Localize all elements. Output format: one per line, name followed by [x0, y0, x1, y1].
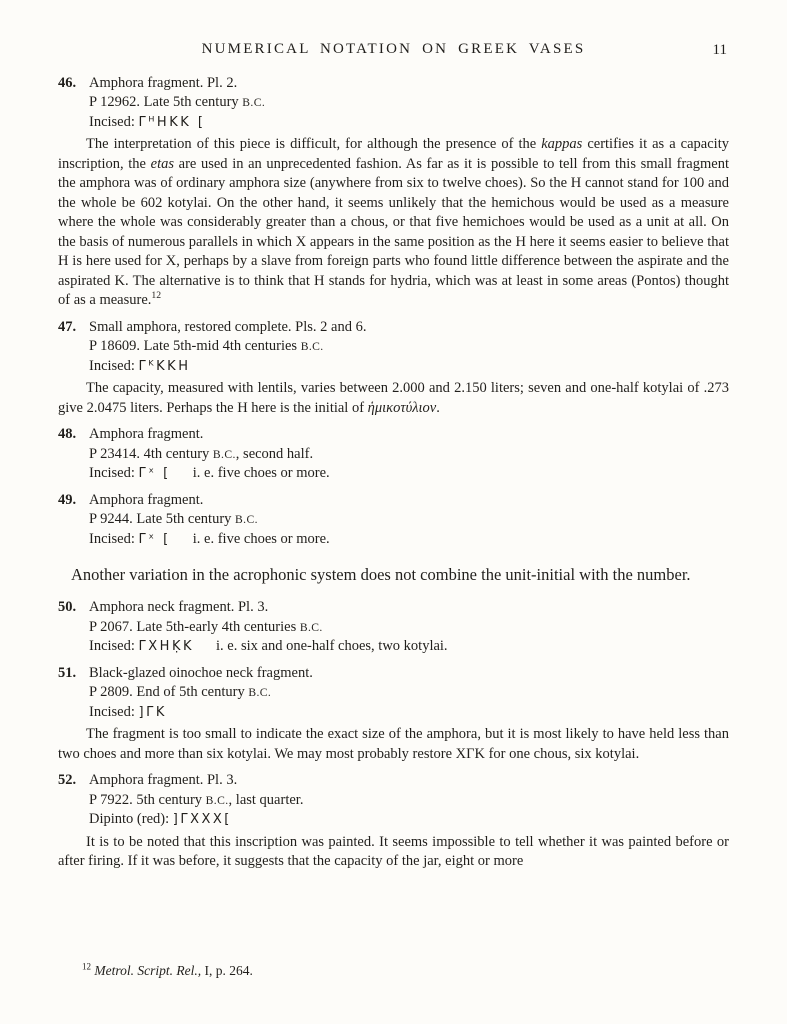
section-note: Another variation in the acrophonic system does not combine the unit-initial with the number. — [71, 565, 691, 584]
inscription-note: i. e. six and one-half choes, two kotylai. — [216, 638, 448, 654]
inscription-text: ΓᴴHKK [ — [138, 114, 206, 130]
inscription-text: Γˣ [ — [138, 531, 171, 547]
entry-title: Black-glazed oinochoe neck fragment. — [89, 664, 313, 681]
catalog-entry-47 — [58, 318, 729, 419]
entry-title: Amphora fragment. Pl. 3. — [89, 772, 238, 788]
entry-number: 48. — [58, 426, 77, 442]
inscription-line — [89, 357, 729, 377]
inscription-label: Incised: — [89, 357, 139, 374]
catalog-entry-49 — [58, 491, 729, 550]
page-title: NUMERICAL NOTATION ON GREEK VASES — [201, 41, 586, 57]
inscription-note: i. e. five choes or more. — [192, 530, 330, 547]
entry-catalog-line: P 12962. Late 5th century B.C. — [89, 94, 266, 110]
entry-catalog-line: P 2067. Late 5th-early 4th centuries B.C. — [89, 618, 323, 635]
inscription-text: Γˣ [ — [138, 466, 171, 481]
entry-paragraph: It is to be noted that this inscription was painted. It seems impossible to tell whether it was painted before or after firing. If it was before, it suggests that the capacity of the jar, eight or more — [58, 833, 729, 869]
catalog-entry-51 — [58, 664, 729, 765]
inscription-line — [89, 637, 729, 657]
inscription-label: Incised: — [89, 113, 139, 130]
entry-head — [58, 491, 729, 550]
inscription-line — [89, 703, 729, 723]
entry-head — [58, 425, 729, 484]
inscription-line — [89, 810, 729, 830]
catalog-entry-50 — [58, 598, 729, 657]
entry-number: 49. — [58, 491, 77, 508]
entry-lines — [89, 598, 729, 657]
entry-head — [58, 771, 729, 830]
entry-title: Small amphora, restored complete. Pls. 2 and 6. — [89, 318, 367, 335]
entry-paragraph: The interpretation of this piece is difficult, for although the presence of the kappas certifies it as a capacity inscription, the etas are used in an unprecedented fashion. As far as it is possible to tell from this small fragment the amphora was of ordinary amphora size (anywhere from six to twelve choes). So the H cannot stand for 100 and the whole be 602 kotylai. On the other hand, it seems unlikely that the hemichous would be used as a measure where the whole was considerably greater than a chous, or that five hemichoes would be used as a unit at all. On the basis of numerous parallels in which X appears in the same position as the H here it seems easier to believe that H is here used for X, perhaps by a slave from foreign parts who found little difference between the aspirate and the aspirated K. The alternative is to think that H stands for hydria, which was at least in some areas (Pontos) thought of as a measure.$^{12}$ — [58, 136, 729, 308]
catalog-entry-48 — [58, 425, 729, 484]
page-body — [58, 74, 729, 872]
inscription-note: i. e. five choes or more. — [192, 465, 330, 481]
entry-head — [58, 74, 729, 133]
catalog-entry-52 — [58, 771, 729, 872]
entry-catalog-line: P 7922. 5th century B.C., last quarter. — [89, 791, 304, 808]
page-header — [58, 40, 729, 60]
inscription-text: ΓXHḲK — [138, 639, 195, 654]
inscription-label: Incised: — [89, 703, 139, 720]
page-number: 11 — [712, 42, 727, 58]
entry-head — [58, 598, 729, 657]
inscription-label: Incised: — [89, 465, 139, 481]
inscription-text: ]ΓXXX[ — [172, 812, 232, 827]
entry-number: 47. — [58, 318, 77, 335]
entry-lines — [89, 74, 729, 133]
inscription-label: Incised: — [89, 638, 139, 654]
inscription-label: Dipinto (red): — [89, 811, 173, 827]
entry-lines — [89, 771, 729, 830]
entry-lines — [89, 491, 729, 550]
entry-title: Amphora fragment. — [89, 491, 204, 508]
entry-number: 51. — [58, 664, 77, 681]
inscription-line — [89, 464, 729, 484]
entry-head — [58, 664, 729, 723]
entry-catalog-line: P 2809. End of 5th century B.C. — [89, 684, 272, 700]
entry-number: 50. — [58, 599, 77, 615]
entry-head — [58, 318, 729, 377]
entry-paragraph: The fragment is too small to indicate the exact size of the amphora, but it is most likely to have held less than two choes and more than six kotylai. We may most probably restore XΓK for one chous, six kotylai. — [58, 726, 729, 762]
catalog-entry-46 — [58, 74, 729, 311]
entry-title: Amphora fragment. Pl. 2. — [89, 74, 238, 91]
inscription-line — [89, 113, 729, 133]
inscription-text: ]ΓK — [138, 704, 167, 720]
entry-number: 46. — [58, 74, 77, 91]
entry-number: 52. — [58, 772, 77, 788]
inscription-line — [89, 530, 729, 550]
entry-title: Amphora fragment. — [89, 426, 204, 442]
footnote: $^{12}$ Metrol. Script. Rel., I, p. 264. — [82, 961, 253, 978]
entry-lines — [89, 425, 729, 484]
entry-catalog-line: P 9244. Late 5th century B.C. — [89, 511, 258, 527]
inscription-text: ΓᴷKKH — [138, 358, 191, 374]
entry-paragraph: The capacity, measured with lentils, varies between 2.000 and 2.150 liters; seven and one-half kotylai of .273 give 2.0475 liters. Perhaps the H here is the initial of ἡμικοτύλιον. — [58, 380, 729, 416]
entry-catalog-line: P 18609. Late 5th-mid 4th centuries B.C. — [89, 338, 324, 354]
entry-catalog-line: P 23414. 4th century B.C., second half. — [89, 445, 314, 462]
entry-lines — [89, 318, 729, 377]
entry-lines — [89, 664, 729, 723]
inscription-label: Incised: — [89, 530, 139, 547]
entry-title: Amphora neck fragment. Pl. 3. — [89, 599, 269, 615]
